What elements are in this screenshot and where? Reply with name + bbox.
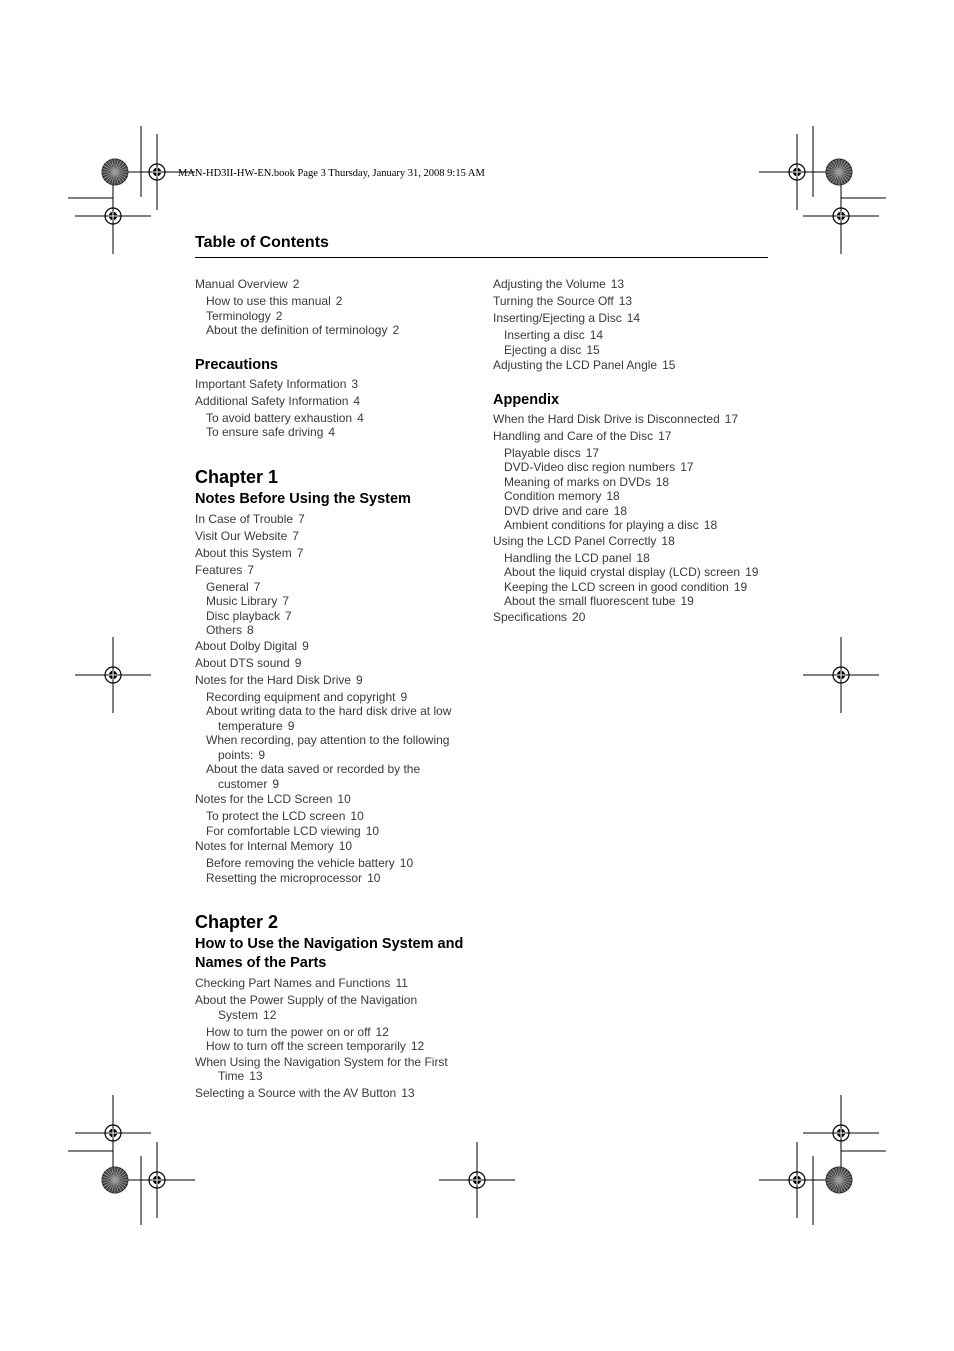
page-number: 18 — [613, 503, 628, 518]
entry-text: Notes for the Hard Disk Drive — [195, 672, 352, 687]
toc-subentry — [493, 551, 783, 566]
entry-continuation — [206, 777, 485, 792]
entry-text: About writing data to the hard disk drive at low — [206, 704, 452, 718]
toc-subentry — [195, 609, 485, 624]
page-number: 7 — [253, 579, 261, 594]
entry-text: To protect the LCD screen — [206, 809, 346, 823]
page-number: 19 — [733, 579, 748, 594]
toc-entry — [493, 534, 783, 549]
entry-text: Checking Part Names and Functions — [195, 976, 391, 990]
entry-text: How to turn the power on or off — [206, 1024, 371, 1039]
page-number: 13 — [618, 294, 633, 308]
entry-text: Notes for Internal Memory — [195, 839, 334, 853]
toc-subentry — [195, 425, 485, 440]
page-number: 7 — [292, 528, 299, 543]
registration-mark-icon — [439, 1142, 515, 1218]
entry-text: Specifications — [493, 609, 568, 624]
page-number: 3 — [351, 376, 359, 391]
entry-text: Condition memory — [504, 489, 602, 503]
entry-continuation-text: points: — [218, 747, 254, 762]
toc-entry — [195, 839, 485, 854]
registration-mark-icon — [75, 1095, 151, 1171]
toc-subentry — [493, 504, 783, 519]
page-number: 8 — [247, 623, 254, 637]
entry-text: Music Library — [206, 594, 278, 608]
toc-subentry — [195, 871, 485, 886]
page-number: 18 — [661, 533, 675, 548]
color-wheel-icon — [102, 1167, 128, 1193]
entry-text: To avoid battery exhaustion — [206, 410, 353, 425]
page-number: 18 — [606, 489, 620, 503]
toc-entry — [195, 546, 485, 561]
toc-subentry — [493, 328, 783, 343]
page-number: 9 — [294, 655, 302, 670]
entry-text: Notes for the LCD Screen — [195, 792, 333, 806]
page-number: 15 — [586, 342, 600, 357]
toc-subentry — [195, 690, 485, 705]
book-info-line: MAN-HD3II-HW-EN.book Page 3 Thursday, January 31, 2008 9:15 AM — [178, 168, 485, 179]
page-number: 10 — [338, 839, 353, 853]
toc-subentry — [195, 294, 485, 309]
registration-mark-icon — [75, 178, 151, 254]
page-number: 9 — [258, 747, 266, 762]
toc-subentry — [493, 446, 783, 461]
toc-subentry — [195, 323, 485, 338]
page-number: 18 — [703, 518, 718, 532]
page-number: 13 — [401, 1086, 415, 1100]
registration-mark-icon — [803, 1095, 879, 1171]
entry-text: Inserting/Ejecting a Disc — [493, 311, 622, 325]
toc-entry — [195, 673, 485, 688]
toc-subentry — [195, 411, 485, 426]
entry-continuation — [195, 1069, 485, 1084]
entry-text: How to turn off the screen temporarily — [206, 1039, 406, 1053]
page-number: 9 — [272, 776, 280, 791]
section-heading: Appendix — [493, 391, 560, 408]
page-number: 2 — [335, 294, 343, 308]
toc-subentry — [195, 809, 485, 824]
toc-entry — [493, 294, 783, 309]
page-number: 7 — [282, 594, 290, 608]
chapter-heading: Chapter 1 — [195, 466, 279, 487]
entry-text: Turning the Source Off — [493, 294, 614, 308]
toc-subentry — [195, 824, 485, 839]
title-rule — [195, 257, 768, 258]
toc-entry — [493, 412, 783, 427]
toc-subentry — [195, 704, 485, 733]
page-title: Table of Contents — [195, 234, 329, 251]
entry-text: About Dolby Digital — [195, 638, 298, 653]
entry-text: Handling the LCD panel — [504, 550, 632, 565]
registration-mark-icon — [803, 637, 879, 713]
page-number: 10 — [350, 809, 364, 823]
toc-subentry — [493, 518, 783, 533]
entry-text: Ejecting a disc — [504, 342, 582, 357]
page-number: 18 — [655, 474, 670, 489]
page-number: 13 — [249, 1069, 263, 1083]
entry-text: Handling and Care of the Disc — [493, 428, 654, 443]
entry-text: About this System — [195, 545, 292, 560]
page-number: 17 — [724, 411, 739, 426]
page-number: 14 — [626, 311, 641, 325]
entry-text: Recording equipment and copyright — [206, 689, 396, 704]
toc-subentry — [195, 733, 485, 762]
entry-text: Inserting a disc — [504, 328, 585, 342]
entry-continuation — [206, 719, 485, 734]
toc-subentry — [195, 1025, 485, 1040]
toc-subentry — [195, 309, 485, 324]
entry-text: Using the LCD Panel Correctly — [493, 533, 657, 548]
entry-text: Selecting a Source with the AV Button — [195, 1086, 397, 1100]
toc-entry — [493, 610, 783, 625]
entry-text: Ambient conditions for playing a disc — [504, 518, 699, 532]
toc-left-column — [195, 277, 485, 1103]
page-number: 4 — [353, 393, 361, 408]
page-number: 7 — [298, 511, 305, 526]
toc-entry — [195, 792, 485, 807]
entry-text: About the small fluorescent tube — [504, 594, 676, 608]
toc-entry — [195, 529, 485, 544]
registration-mark-icon — [119, 1142, 195, 1218]
entry-text: About DTS sound — [195, 655, 290, 670]
toc-entry — [195, 639, 485, 654]
registration-mark-icon — [803, 178, 879, 254]
toc-subentry — [493, 460, 783, 475]
page-number: 7 — [296, 545, 304, 560]
entry-text: Meaning of marks on DVDs — [504, 474, 651, 489]
entry-continuation-text: temperature — [218, 718, 283, 733]
entry-text: DVD-Video disc region numbers — [504, 460, 676, 474]
entry-text: When Using the Navigation System for the First — [195, 1054, 448, 1069]
entry-text: About the data saved or recorded by the — [206, 762, 421, 776]
entry-text: In Case of Trouble — [195, 511, 294, 526]
toc-entry — [195, 563, 485, 578]
entry-text: When recording, pay attention to the following — [206, 733, 450, 747]
entry-text: Others — [206, 623, 243, 637]
color-wheel-icon — [102, 159, 128, 185]
page-number: 9 — [356, 672, 363, 687]
page-number: 9 — [400, 689, 408, 704]
toc-subentry — [493, 343, 783, 358]
page-number: 17 — [680, 460, 694, 474]
toc-subentry — [493, 565, 783, 580]
entry-continuation-text: System — [218, 1007, 259, 1022]
page-number: 12 — [263, 1007, 277, 1022]
entry-text: About the Power Supply of the Navigation — [195, 993, 418, 1007]
toc-entry — [493, 429, 783, 444]
page-number: 9 — [302, 638, 309, 653]
toc-entry — [195, 993, 485, 1022]
toc-entry — [195, 277, 485, 292]
entry-text: Terminology — [206, 308, 271, 323]
entry-text: Before removing the vehicle battery — [206, 856, 395, 870]
page-number: 7 — [247, 562, 255, 577]
color-wheel-icon — [826, 159, 852, 185]
page-number: 4 — [357, 410, 364, 425]
page-number: 11 — [395, 976, 408, 990]
entry-text: Additional Safety Information — [195, 393, 349, 408]
toc-entry — [195, 1055, 485, 1084]
entry-text: General — [206, 579, 249, 594]
page-number: 10 — [367, 870, 381, 885]
entry-text: Disc playback — [206, 608, 281, 623]
page-number: 12 — [375, 1024, 389, 1039]
entry-text: About the liquid crystal display (LCD) screen — [504, 565, 741, 579]
toc-right-column — [493, 277, 783, 627]
entry-text: Playable discs — [504, 445, 581, 460]
entry-text: Features — [195, 562, 243, 577]
toc-entry — [195, 394, 485, 409]
entry-continuation — [206, 748, 485, 763]
entry-continuation-text: Time — [218, 1069, 245, 1083]
page-number: 7 — [285, 608, 292, 623]
entry-text: Resetting the microprocessor — [206, 870, 363, 885]
entry-text: How to use this manual — [206, 294, 331, 308]
toc-entry — [195, 377, 485, 392]
page-number: 2 — [292, 277, 300, 291]
section-heading: Precautions — [195, 356, 278, 373]
page-number: 12 — [410, 1039, 425, 1053]
toc-entry — [493, 358, 783, 373]
entry-text: To ensure safe driving — [206, 425, 324, 439]
toc-subentry — [493, 489, 783, 504]
page-number: 2 — [275, 308, 283, 323]
page-number: 15 — [662, 358, 676, 372]
toc-entry — [493, 277, 783, 292]
entry-text: Adjusting the Volume — [493, 277, 606, 291]
entry-text: Manual Overview — [195, 277, 288, 291]
page-number: 14 — [589, 328, 604, 342]
toc-subentry — [195, 1039, 485, 1054]
chapter-title: How to Use the Navigation System and Names of the Parts — [195, 936, 464, 971]
toc-subentry — [195, 594, 485, 609]
entry-text: About the definition of terminology — [206, 323, 388, 337]
entry-text: DVD drive and care — [504, 503, 609, 518]
registration-mark-icon — [759, 134, 835, 210]
page-number: 13 — [610, 277, 625, 291]
page-number: 10 — [399, 856, 414, 870]
page-number: 9 — [287, 718, 295, 733]
entry-text: Keeping the LCD screen in good condition — [504, 579, 729, 594]
toc-subentry — [195, 762, 485, 791]
page-number: 2 — [392, 323, 400, 337]
toc-subentry — [493, 475, 783, 490]
page-number: 18 — [636, 550, 650, 565]
chapter-title: Notes Before Using the System — [195, 490, 411, 507]
entry-text: When the Hard Disk Drive is Disconnected — [493, 411, 720, 426]
entry-text: For comfortable LCD viewing — [206, 823, 361, 838]
entry-text: Visit Our Website — [195, 528, 288, 543]
toc-subentry — [493, 594, 783, 609]
toc-subentry — [195, 623, 485, 638]
toc-entry — [195, 656, 485, 671]
toc-subentry — [493, 580, 783, 595]
toc-subentry — [195, 580, 485, 595]
entry-text: Important Safety Information — [195, 376, 347, 391]
page-number: 17 — [658, 428, 672, 443]
page-number: 20 — [572, 609, 586, 624]
registration-mark-icon — [75, 637, 151, 713]
toc-entry — [493, 311, 783, 326]
page-number: 19 — [745, 565, 759, 579]
page-number: 4 — [328, 425, 336, 439]
chapter-heading: Chapter 2 — [195, 912, 279, 932]
page-number: 17 — [585, 445, 600, 460]
color-wheel-icon — [826, 1167, 852, 1193]
entry-continuation — [195, 1008, 485, 1023]
page-number: 10 — [337, 792, 351, 806]
toc-subentry — [195, 856, 485, 871]
toc-entry — [195, 1086, 485, 1101]
entry-continuation-text: customer — [218, 776, 268, 791]
toc-entry — [195, 976, 485, 991]
page-number: 19 — [680, 594, 694, 608]
toc-entry — [195, 512, 485, 527]
page-number: 10 — [365, 823, 380, 838]
entry-text: Adjusting the LCD Panel Angle — [493, 358, 658, 372]
registration-mark-icon — [759, 1142, 835, 1218]
